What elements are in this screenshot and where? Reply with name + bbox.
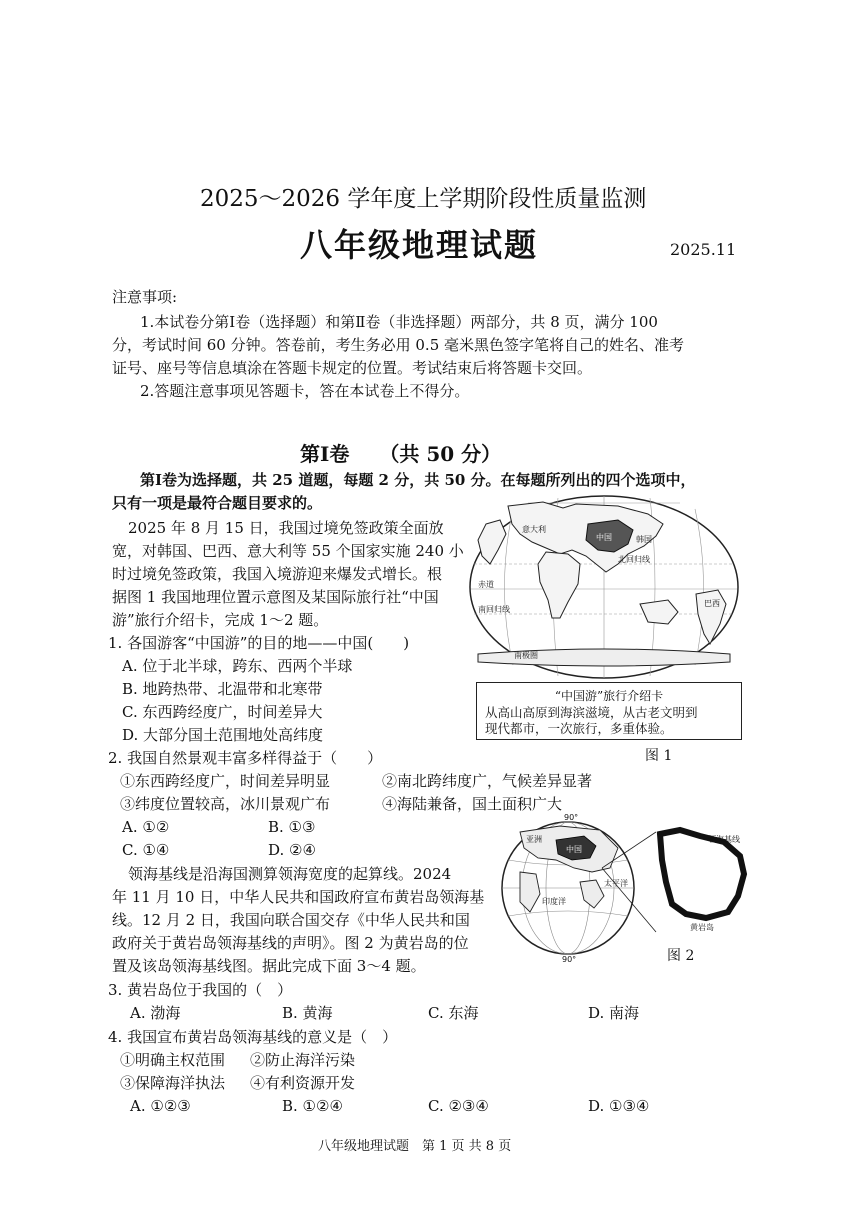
- figure-1-world-map: [468, 494, 740, 680]
- question-3-stem: 3. 黄岩岛位于我国的（ ）: [108, 981, 293, 999]
- globe-label-indian-ocean: 印度洋: [542, 897, 566, 906]
- map-label-tropic-cancer: 北回归线: [618, 555, 650, 564]
- q4-statement: ②防止海洋污染: [250, 1051, 356, 1069]
- passage-line: 领海基线是沿海国测算领海宽度的起算线。2024: [128, 865, 452, 883]
- page-footer: 八年级地理试题 第 1 页 共 8 页: [318, 1139, 512, 1154]
- q2-statement: ④海陆兼备，国土面积广大: [382, 795, 563, 813]
- travel-card-text: 从高山高原到海滨滋境，从古老文明到: [485, 705, 698, 720]
- notice-line: 分，考试时间 60 分钟。答卷前，考生务必用 0.5 毫米黑色签字笔将自己的姓名、准考: [112, 336, 685, 354]
- q4-option-a[interactable]: A. ①②③: [130, 1097, 191, 1115]
- travel-card-title: “中国游”旅行介绍卡: [554, 689, 664, 703]
- globe-label-lat-south: 90°: [562, 955, 577, 964]
- q4-option-b[interactable]: B. ①②④: [282, 1097, 343, 1115]
- passage-line: 时过境免签政策，我国入境游迎来爆发式增长。根: [112, 565, 443, 583]
- figure-1-label: 图 1: [645, 748, 673, 764]
- passage-line: 据图 1 我国地理位置示意图及某国际旅行社“中国: [112, 588, 439, 606]
- map-label-brazil: 巴西: [704, 599, 720, 608]
- passage-line: 年 11 月 10 日，中华人民共和国政府宣布黄岩岛领海基: [112, 888, 485, 906]
- figure-2-label: 图 2: [667, 948, 695, 964]
- map-label-equator: 赤道: [478, 580, 494, 589]
- q2-option-a[interactable]: A. ①②: [122, 818, 170, 836]
- q2-option-b[interactable]: B. ①③: [268, 818, 316, 836]
- q4-statement: ④有利资源开发: [250, 1074, 356, 1092]
- globe-label-china: 中国: [566, 845, 582, 854]
- globe-map-svg: [500, 812, 750, 964]
- map-label-antarctic-circle: 南极圈: [514, 651, 538, 660]
- map-label-korea: 韩国: [636, 535, 652, 544]
- q2-option-c[interactable]: C. ①④: [122, 841, 170, 859]
- q4-option-c[interactable]: C. ②③④: [428, 1097, 489, 1115]
- question-4-stem: 4. 我国宣布黄岩岛领海基线的意义是（ ）: [108, 1028, 398, 1046]
- q1-option-a[interactable]: A. 位于北半球，跨东、西两个半球: [122, 657, 353, 675]
- map-label-italy: 意大利: [522, 525, 546, 534]
- q1-option-c[interactable]: C. 东西跨经度广，时间差异大: [122, 703, 323, 721]
- q2-statement: ①东西跨经度广，时间差异明显: [120, 772, 331, 790]
- q2-statement: ②南北跨纬度广，气候差异显著: [382, 772, 593, 790]
- passage-line: 线。12 月 2 日，我国向联合国交存《中华人民共和国: [112, 911, 470, 929]
- q2-option-d[interactable]: D. ②④: [268, 841, 316, 859]
- q4-statement: ③保障海洋执法: [120, 1074, 226, 1092]
- baseline-label: 领海基线: [708, 835, 740, 844]
- travel-card-text: 现代都市，一次旅行，多重体验。: [485, 721, 673, 736]
- globe-label-lat-north: 90°: [564, 813, 579, 822]
- question-2-stem: 2. 我国自然景观丰富多样得益于（ ）: [108, 749, 383, 767]
- passage-line: 宽，对韩国、巴西、意大利等 55 个国家实施 240 小: [112, 542, 464, 560]
- map-label-china: 中国: [596, 533, 612, 542]
- q3-option-a[interactable]: A. 渤海: [130, 1004, 181, 1022]
- q3-option-b[interactable]: B. 黄海: [282, 1004, 333, 1022]
- notice-line: 1.本试卷分第Ⅰ卷（选择题）和第Ⅱ卷（非选择题）两部分，共 8 页，满分 100: [140, 313, 658, 331]
- exam-title: 2025～2026 学年度上学期阶段性质量监测: [200, 186, 647, 212]
- figure-2-globe-map: [500, 812, 750, 964]
- passage-line: 游”旅行介绍卡，完成 1～2 题。: [112, 611, 329, 629]
- q3-option-c[interactable]: C. 东海: [428, 1004, 479, 1022]
- q1-option-b[interactable]: B. 地跨热带、北温带和北寒带: [122, 680, 323, 698]
- q4-option-d[interactable]: D. ①③④: [588, 1097, 650, 1115]
- map-label-tropic-capricorn: 南回归线: [478, 605, 510, 614]
- section-heading: 第Ⅰ卷 （共 50 分）: [300, 442, 502, 466]
- q4-statement: ①明确主权范围: [120, 1051, 226, 1069]
- exam-date: 2025.11: [670, 240, 737, 259]
- huangyan-island-label: 黄岩岛: [690, 923, 714, 932]
- page-title: 八年级地理试题: [300, 226, 539, 264]
- q1-option-d[interactable]: D. 大部分国土范围地处高纬度: [122, 726, 324, 744]
- travel-card: [476, 682, 742, 740]
- passage-line: 2025 年 8 月 15 日，我国过境免签政策全面放: [128, 519, 444, 537]
- globe-label-asia: 亚洲: [526, 835, 542, 844]
- q3-option-d[interactable]: D. 南海: [588, 1004, 640, 1022]
- passage-line: 置及该岛领海基线图。据此完成下面 3～4 题。: [112, 957, 426, 975]
- notice-line: 证号、座号等信息填涂在答题卡规定的位置。考试结束后将答题卡交回。: [112, 359, 593, 377]
- notice-heading: 注意事项:: [112, 288, 178, 306]
- passage-line: 政府关于黄岩岛领海基线的声明》。图 2 为黄岩岛的位: [112, 934, 469, 952]
- notice-line: 2.答题注意事项见答题卡，答在本试卷上不得分。: [140, 382, 470, 400]
- question-1-stem: 1. 各国游客“中国游”的目的地——中国( ): [108, 634, 410, 652]
- section-intro: 只有一项是最符合题目要求的。: [112, 494, 323, 512]
- q2-statement: ③纬度位置较高，冰川景观广布: [120, 795, 331, 813]
- section-intro: 第Ⅰ卷为选择题，共 25 道题，每题 2 分，共 50 分。在每题所列出的四个选项中，: [140, 471, 696, 489]
- world-map-svg: [468, 494, 740, 680]
- globe-label-pacific: 太平洋: [604, 879, 628, 888]
